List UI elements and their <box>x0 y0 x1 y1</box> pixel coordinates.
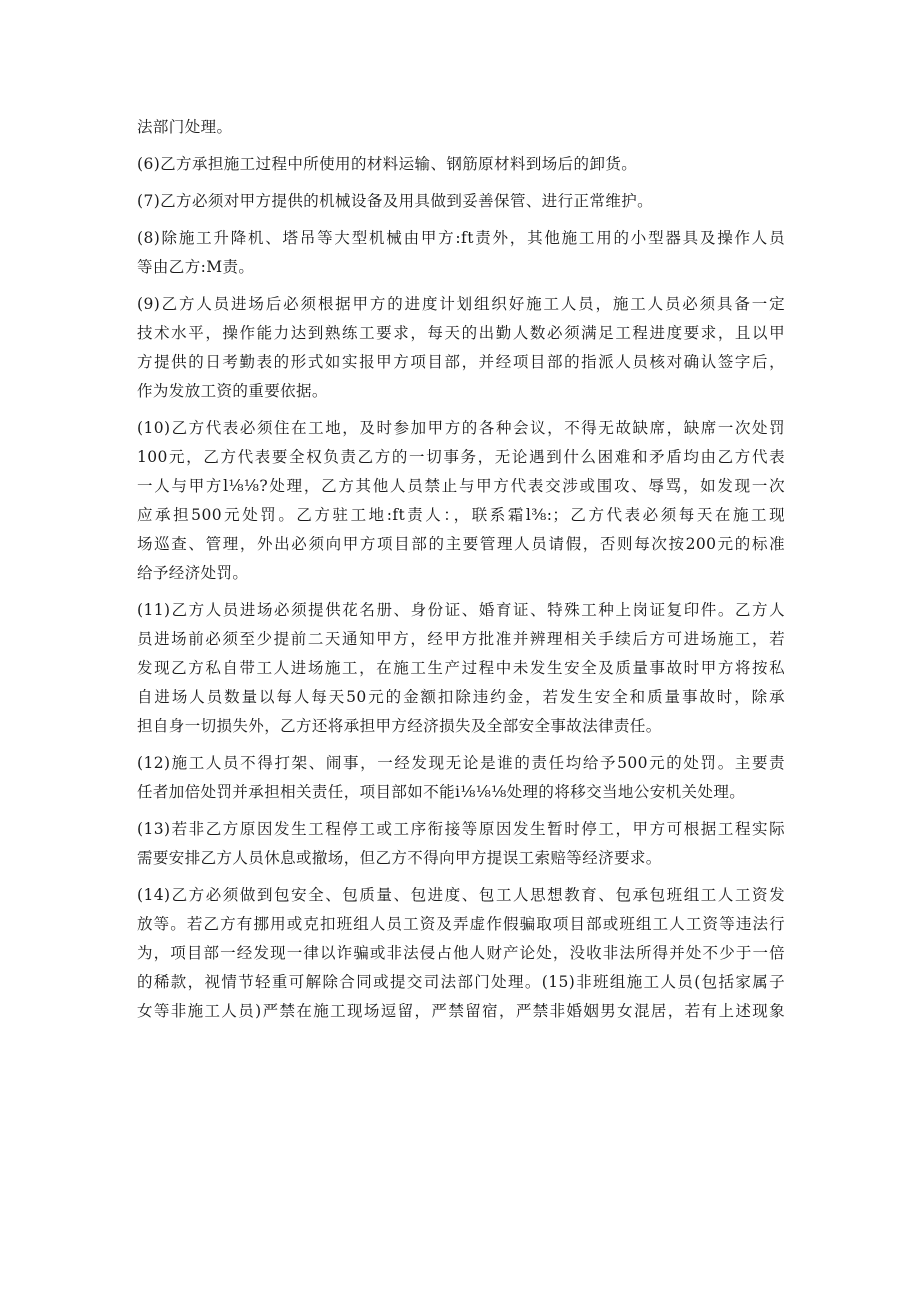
text-line: (11)乙方人员进场必须提供花名册、身份证、婚育证、特殊工种上岗证复印件。乙方人 <box>137 601 785 619</box>
text-line: 给予经济处罚。 <box>137 564 249 582</box>
text-line: 需要安排乙方人员休息或撤场，但乙方不得向甲方提误工索赔等经济要求。 <box>137 849 662 867</box>
paragraph-12 <box>137 749 785 807</box>
paragraph-10 <box>137 414 785 588</box>
paragraph-9 <box>137 290 785 406</box>
text-line: 等由乙方:M责。 <box>137 258 255 276</box>
document-body <box>137 113 785 1026</box>
text-line: 法部门处理。 <box>137 118 233 136</box>
text-line: 放等。若乙方有挪用或克扣班组人员工资及弄虚作假骗取项目部或班组工人工资等违法行 <box>137 915 785 933</box>
text-line: (10)乙方代表必须住在工地，及时参加甲方的各种会议，不得无故缺席，缺席一次处罚 <box>137 419 785 437</box>
text-line: 担自身一切损失外，乙方还将承担甲方经济损失及全部安全事故法律责任。 <box>137 717 662 735</box>
paragraph-14 <box>137 881 785 1026</box>
text-line: 发现乙方私自带工人进场施工，在施工生产过程中未发生安全及质量事故时甲方将按私 <box>137 659 785 677</box>
text-line: 一人与甲方l⅛⅛?处理，乙方其他人员禁止与甲方代表交涉或围攻、辱骂，如发现一次 <box>137 477 785 495</box>
text-line: 女等非施工人员)严禁在施工现场逗留，严禁留宿，严禁非婚姻男女混居，若有上述现象 <box>137 1002 785 1020</box>
text-line: (9)乙方人员进场后必须根据甲方的进度计划组织好施工人员，施工人员必须具备一定 <box>137 295 785 313</box>
text-line: 作为发放工资的重要依据。 <box>137 382 328 400</box>
paragraph-7 <box>137 187 785 216</box>
text-line: (8)除施工升降机、塔吊等大型机械由甲方:ft责外，其他施工用的小型器具及操作人员 <box>137 229 785 247</box>
paragraph-intro <box>137 113 785 142</box>
text-line: 场巡查、管理，外出必须向甲方项目部的主要管理人员请假，否则每次按200元的标准 <box>137 535 785 553</box>
text-line: (6)乙方承担施工过程中所使用的材料运输、钢筋原材料到场后的卸货。 <box>137 155 638 173</box>
text-line: 方提供的日考勤表的形式如实报甲方项目部，并经项目部的指派人员核对确认签字后， <box>137 353 785 371</box>
text-line: 自进场人员数量以每人每天50元的金额扣除违约金，若发生安全和质量事故时，除承 <box>137 688 785 706</box>
paragraph-8 <box>137 224 785 282</box>
text-line: 员进场前必须至少提前二天通知甲方，经甲方批准并辨理相关手续后方可进场施工，若 <box>137 630 785 648</box>
text-line: (12)施工人员不得打架、闹事，一经发现无论是谁的责任均给予500元的处罚。主要责 <box>137 754 785 772</box>
text-line: 为，项目部一经发现一律以诈骗或非法侵占他人财产论处，没收非法所得并处不少于一倍 <box>137 944 785 962</box>
text-line: 应承担500元处罚。乙方驻工地:ft责人：，联系霜l⅜:；乙方代表必须每天在施工现 <box>137 506 785 524</box>
text-line: (13)若非乙方原因发生工程停工或工序衔接等原因发生暂时停工，甲方可根据工程实际 <box>137 820 785 838</box>
text-line: 技术水平，操作能力达到熟练工要求，每天的出勤人数必须满足工程进度要求，且以甲 <box>137 324 785 342</box>
text-line: 的稀款，视情节轻重可解除合同或提交司法部门处理。(15)非班组施工人员(包括家属子 <box>137 973 785 991</box>
text-line: 任者加倍处罚并承担相关责任，项目部如不能i⅛⅛⅛处理的将移交当地公安机关处理。 <box>137 783 746 801</box>
paragraph-13 <box>137 815 785 873</box>
text-line: 100元，乙方代表要全权负责乙方的一切事务，无论遇到什么困难和矛盾均由乙方代表 <box>137 448 785 466</box>
text-line: (7)乙方必须对甲方提供的机械设备及用具做到妥善保管、进行正常维护。 <box>137 192 654 210</box>
text-line: (14)乙方必须做到包安全、包质量、包进度、包工人思想教育、包承包班组工人工资发 <box>137 886 785 904</box>
paragraph-6 <box>137 150 785 179</box>
paragraph-11 <box>137 596 785 741</box>
